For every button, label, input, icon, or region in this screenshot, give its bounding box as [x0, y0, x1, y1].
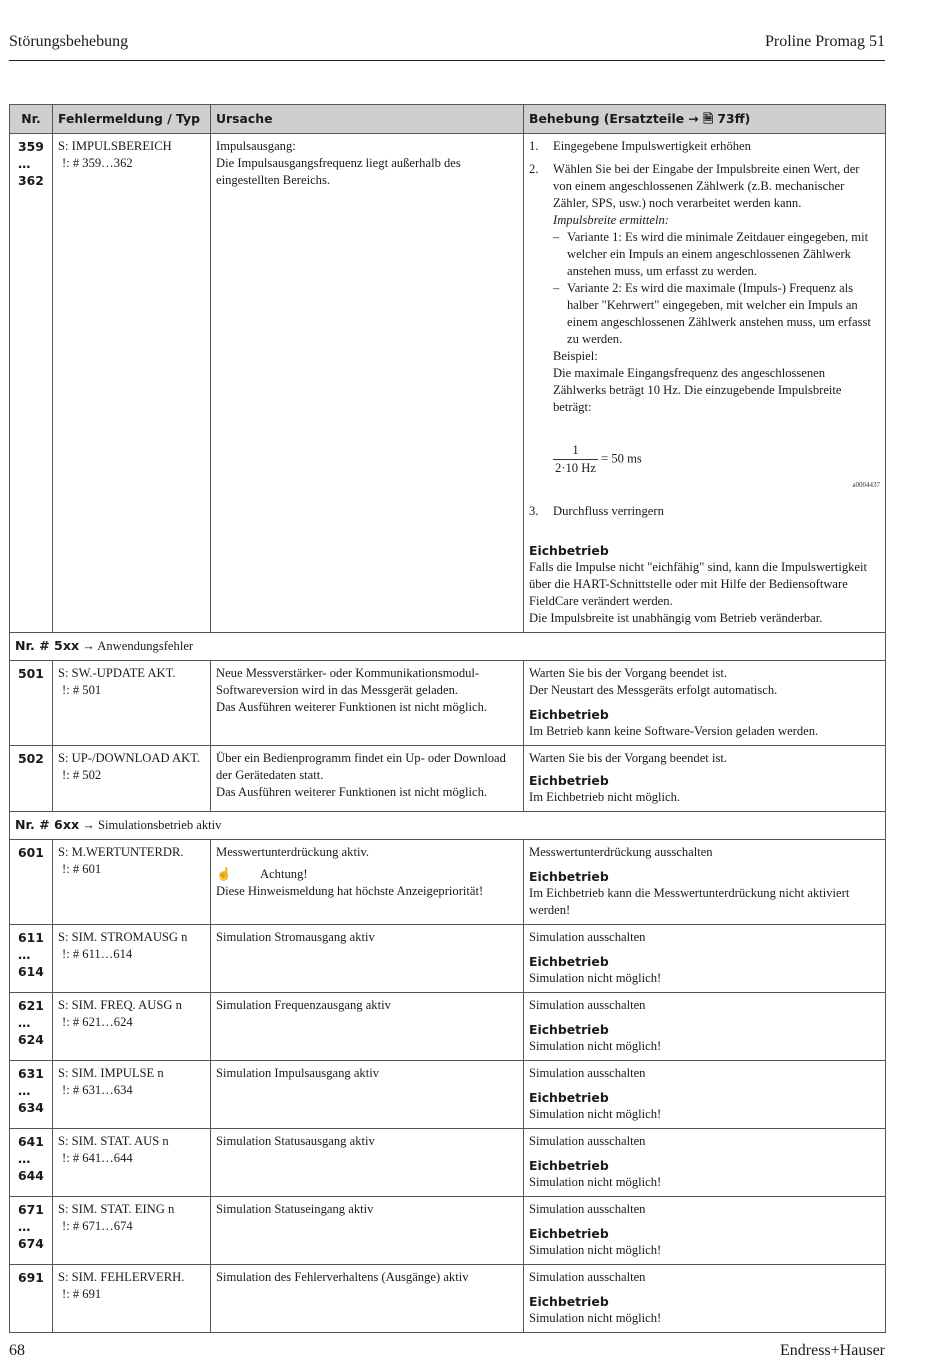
calibration-heading: Eichbetrieb	[529, 1158, 609, 1173]
calibration-heading: Eichbetrieb	[529, 707, 609, 722]
row-remedy: Simulation ausschalten Eichbetrieb Simulation nicht möglich!	[524, 1265, 886, 1333]
variant-item: – Variante 2: Es wird die maximale (Impuls-) Frequenz als halber "Kehrwert" eingegeben, mit welcher ein Impuls an einem angeschlossenen Zählwerk anstehen muss, um erfasst zu werden.	[553, 281, 871, 346]
row-remedy: Warten Sie bis der Vorgang beendet ist. Der Neustart des Messgeräts erfolgt automatisch. Eichbetrieb Im Betrieb kann keine Software-Version geladen werden.	[524, 661, 886, 746]
row-message: S: SIM. FEHLERVERH. !: # 691	[53, 1265, 211, 1333]
table-row	[10, 746, 886, 812]
row-nr: 641 … 644	[10, 1129, 53, 1197]
row-message: S: SIM. STAT. EING n !: # 671…674	[53, 1197, 211, 1265]
row-cause: Simulation Statusausgang aktiv	[211, 1129, 524, 1197]
row-remedy: Simulation ausschalten Eichbetrieb Simulation nicht möglich!	[524, 1129, 886, 1197]
row-nr: 671 … 674	[10, 1197, 53, 1265]
row-message: S: SIM. FREQ. AUSG n !: # 621…624	[53, 993, 211, 1061]
table-row	[10, 1197, 886, 1265]
row-nr: 359 … 362	[10, 134, 53, 633]
row-message: S: IMPULSBEREICH !: # 359…362	[53, 134, 211, 633]
row-remedy: Simulation ausschalten Eichbetrieb Simulation nicht möglich!	[524, 925, 886, 993]
row-message: S: SIM. STROMAUSG n !: # 611…614	[53, 925, 211, 993]
variant-item: – Variante 1: Es wird die minimale Zeitdauer eingegeben, mit welcher ein Impuls an einem angeschlossenen Zählwerk anstehen muss, um erfasst zu werden.	[553, 230, 869, 278]
row-nr: 691	[10, 1265, 53, 1333]
section-row: Nr. # 5xx → Anwendungsfehler	[10, 633, 886, 661]
col-header-remedy: Behebung (Ersatzteile → 🗎 73ff)	[524, 105, 886, 134]
row-message: S: SIM. IMPULSE n !: # 631…634	[53, 1061, 211, 1129]
table-row	[10, 1061, 886, 1129]
remedy-step: 2. Wählen Sie bei der Eingabe der Impulsbreite einen Wert, der von einem angeschlossenen Zählwerk (z.B. mechanischer Zähler, SPS, usw.) noch verarbeitet werden kann. Impulsbreite ermitteln: – Variante 1: Es wird die minimale Zeitdauer eingegeben, mit welcher ein Impuls an einem angeschlossenen Zählwerk anstehen muss, um erfasst zu werden. – Variante 2: Es wird die maximale (Impuls-) Frequenz als halber "Kehrwert" eingegeben, mit welcher ein Impuls an einem angeschlossenen Zählwerk anstehen muss, um erfasst zu werden. Beispiel: Die maximale Eingangsfrequenz des angeschlossenen Zählwerks beträgt 10 Hz. Die einzugebende Impulsbreite beträgt: $\frac{1}{2\cdot 10 Hz}$ = 50 ms a0004437	[529, 162, 880, 489]
col-header-nr: Nr.	[10, 105, 53, 134]
row-cause: Simulation Statuseingang aktiv	[211, 1197, 524, 1265]
row-message: S: UP-/DOWNLOAD AKT. !: # 502	[53, 746, 211, 812]
calibration-heading: Eichbetrieb	[529, 1090, 609, 1105]
table-row	[10, 1265, 886, 1333]
row-nr: 621 … 624	[10, 993, 53, 1061]
row-nr: 502	[10, 746, 53, 812]
header-section-title: Störungsbehebung	[9, 33, 129, 50]
calibration-heading: Eichbetrieb	[529, 543, 609, 558]
row-cause: Über ein Bedienprogramm findet ein Up- oder Download der Gerätedaten statt. Das Ausführen weiterer Funktionen ist nicht möglich.	[211, 746, 524, 812]
row-message: S: M.WERTUNTERDR. !: # 601	[53, 840, 211, 925]
row-message: S: SW.-UPDATE AKT. !: # 501	[53, 661, 211, 746]
calibration-heading: Eichbetrieb	[529, 1294, 609, 1309]
col-header-cause: Ursache	[211, 105, 524, 134]
row-remedy: Simulation ausschalten Eichbetrieb Simulation nicht möglich!	[524, 1197, 886, 1265]
col-header-message: Fehlermeldung / Typ	[53, 105, 211, 134]
row-cause: Simulation Impulsausgang aktiv	[211, 1061, 524, 1129]
row-nr: 601	[10, 840, 53, 925]
remedy-step: 1. Eingegebene Impulswertigkeit erhöhen	[529, 139, 751, 153]
row-cause: Impulsausgang: Die Impulsausgangsfrequenz liegt außerhalb des eingestellten Bereichs.	[211, 134, 524, 633]
table-row	[10, 134, 886, 633]
table-row	[10, 925, 886, 993]
calibration-heading: Eichbetrieb	[529, 1226, 609, 1241]
header-divider	[9, 60, 885, 61]
table-row	[10, 661, 886, 746]
table-header-row	[10, 105, 886, 134]
row-remedy: Messwertunterdrückung ausschalten Eichbetrieb Im Eichbetrieb kann die Messwertunterdrückung nicht aktiviert werden!	[524, 840, 886, 925]
calibration-heading: Eichbetrieb	[529, 954, 609, 969]
page-number: 68	[9, 1342, 25, 1359]
row-message: S: SIM. STAT. AUS n !: # 641…644	[53, 1129, 211, 1197]
row-cause: Simulation Frequenzausgang aktiv	[211, 993, 524, 1061]
row-nr: 501	[10, 661, 53, 746]
row-remedy: Simulation ausschalten Eichbetrieb Simulation nicht möglich!	[524, 1061, 886, 1129]
row-cause: Simulation Stromausgang aktiv	[211, 925, 524, 993]
row-nr: 611 … 614	[10, 925, 53, 993]
table-row	[10, 840, 886, 925]
table-row	[10, 993, 886, 1061]
row-nr: 631 … 634	[10, 1061, 53, 1129]
pulse-width-formula: $\frac{1}{2\cdot 10 Hz}$ = 50 ms	[555, 443, 642, 475]
calibration-heading: Eichbetrieb	[529, 773, 609, 788]
table-row	[10, 1129, 886, 1197]
section-row: Nr. # 6xx → Simulationsbetrieb aktiv	[10, 812, 886, 840]
row-cause: Simulation des Fehlerverhaltens (Ausgänge) aktiv	[211, 1265, 524, 1333]
footer-brand: Endress+Hauser	[780, 1342, 885, 1359]
row-remedy: Warten Sie bis der Vorgang beendet ist. Eichbetrieb Im Eichbetrieb nicht möglich.	[524, 746, 886, 812]
calibration-heading: Eichbetrieb	[529, 869, 609, 884]
figure-id: a0004437	[852, 481, 880, 489]
header-product-name: Proline Promag 51	[765, 33, 885, 50]
row-cause: Neue Messverstärker- oder Kommunikationsmodul-Softwareversion wird in das Messgerät geladen. Das Ausführen weiterer Funktionen ist nicht möglich.	[211, 661, 524, 746]
row-remedy: 1. Eingegebene Impulswertigkeit erhöhen 2. Wählen Sie bei der Eingabe der Impulsbreite einen Wert, der von einem angeschlossenen Zählwerk (z.B. mechanischer Zähler, SPS, usw.) noch verarbeitet werden kann. Impulsbreite ermitteln: – Variante 1: Es wird die minimale Zeitdauer eingegeben, mit welcher ein Impuls an einem angeschlossenen Zählwerk anstehen muss, um erfasst zu werden. – Variante 2: Es wird die maximale (Impuls-) Frequenz als halber "Kehrwert" eingegeben, mit welcher ein Impuls an einem angeschlossenen Zählwerk anstehen muss, um erfasst zu werden. Beispiel: Die maximale Eingangsfrequenz des angeschlossenen Zählwerks beträgt 10 Hz. Die einzugebende Impulsbreite beträgt: $\frac{1}{2\cdot 10 Hz}$ = 50 ms a0004437 3. Durchfluss verringern Eichbetrieb Falls die Impulse nicht "eichfähig" sind, kann die Impulswertigkeit über die HART-Schnittstelle oder mit Hilfe der Bediensoftware FieldCare verändert werden. Die Impulsbreite ist unabhängig vom Betrieb veränderbar.	[524, 134, 886, 633]
pointing-hand-icon: ☝	[216, 867, 232, 881]
row-cause: Messwertunterdrückung aktiv. ☝ Achtung! Diese Hinweismeldung hat höchste Anzeigepriorität!	[211, 840, 524, 925]
error-table	[9, 104, 886, 1333]
row-remedy: Simulation ausschalten Eichbetrieb Simulation nicht möglich!	[524, 993, 886, 1061]
remedy-step: 3. Durchfluss verringern	[529, 504, 664, 518]
calibration-heading: Eichbetrieb	[529, 1022, 609, 1037]
